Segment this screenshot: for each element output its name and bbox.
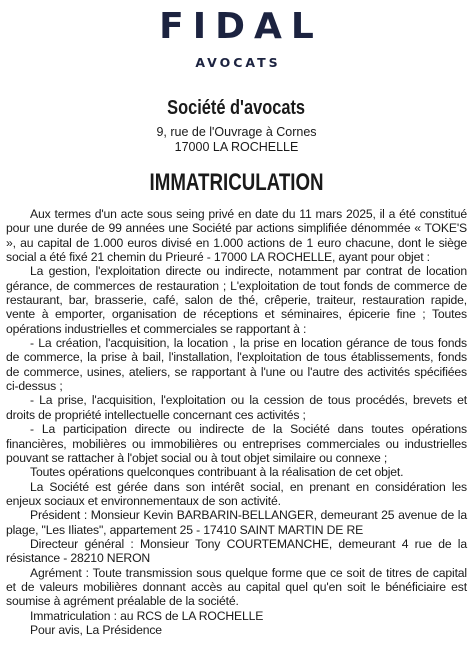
firm-address-street: 9, rue de l'Ouvrage à Cornes xyxy=(156,125,317,139)
paragraph-object-general: Toutes opérations quelconques contribuant à la réalisation de cet objet. xyxy=(30,465,404,480)
notice-body xyxy=(6,207,467,637)
paragraph-object-item-ip: - La prise, l'acquisition, l'exploitation ou la cession de tous procédés, brevets et droits de propriété intellectuelle concernant ces activités ; xyxy=(6,393,467,422)
paragraph-registration: Immatriculation : au RCS de LA ROCHELLE xyxy=(30,608,264,623)
logo-name: FIDAL xyxy=(159,6,323,47)
paragraph-approval: Agrément : Toute transmission sous quelque forme que ce soit de titres de capital et de valeurs mobilières donnant accès au capital quel qu'en soit le bénéficiaire est soumise à agrément préalable de la société. xyxy=(6,565,467,609)
paragraph-signature: Pour avis, La Présidence xyxy=(30,622,162,637)
paragraph-incorporation: Aux termes d'un acte sous seing privé en date du 11 mars 2025, il a été constitué pour une durée de 99 années une Société par actions simplifiée dénommée « TOKE'S », au capital de 1.000 euros divisé en 1.000 actions de 1 euro chacune, dont le siège social a été fixé 21 chemin du Prieuré - 17000 LA ROCHELLE, ayant pour objet : xyxy=(6,207,467,265)
paragraph-object: La gestion, l'exploitation directe ou indirecte, notamment par contrat de location gérance, de commerces de restauration ; L'exploitation de tout fonds de commerce de restaurant, bar, brasserie, café, salon de thé, crêperie, traiteur, restauration rapide, vente à emporter, organisation de réceptions et séminaires, épicerie fine ; Toutes opérations industrielles et commerciales se rapportant à : xyxy=(6,264,467,336)
fidal-logo xyxy=(6,0,467,71)
paragraph-object-item-creation: - La création, l'acquisition, la location , la prise en location gérance de tous fonds de commerce, la prise à bail, l'installation, l'exploitation de tous établissements, fonds de commerce, usines, ateliers, se rapportant à l'une ou l'autre des activités spécifiées ci-dessus ; xyxy=(6,336,467,394)
notice-title xyxy=(6,169,467,197)
firm-address-city: 17000 LA ROCHELLE xyxy=(174,140,299,154)
paragraph-object-item-participation: - La participation directe ou indirecte de la Société dans toutes opérations financières, mobilières ou immobilières ou entreprises commerciales ou industrielles pouvant se rattacher à l'objet social ou à tout objet similaire ou connexe ; xyxy=(6,422,467,465)
firm-type: Société d'avocats xyxy=(167,97,306,119)
notice-title-text: IMMATRICULATION xyxy=(149,169,324,196)
paragraph-general-director: Directeur général : Monsieur Tony COURTEMANCHE, demeurant 4 rue de la résistance - 28210 NERON xyxy=(6,536,467,566)
paragraph-social-interest: La Société est gérée dans son intérêt social, en prenant en considération les enjeux sociaux et environnementaux de son activité. xyxy=(6,479,467,508)
logo-subtitle: AVOCATS xyxy=(195,55,281,70)
firm-header xyxy=(6,97,467,155)
paragraph-president: Président : Monsieur Kevin BARBARIN-BELLANGER, demeurant 25 avenue de la plage, "Les Iliates", appartement 25 - 17410 SAINT MARTIN DE RE xyxy=(6,508,467,537)
